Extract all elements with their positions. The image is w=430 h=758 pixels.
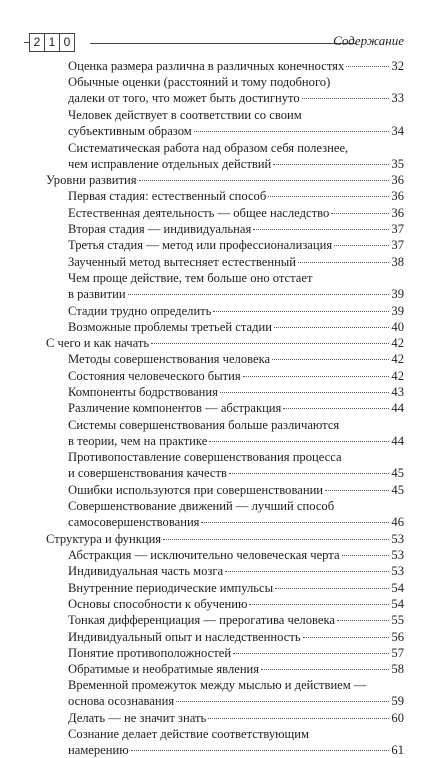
toc-leader-dots: [243, 376, 390, 377]
toc-entry-title: намерению: [68, 743, 129, 758]
toc-entry: [68, 710, 404, 726]
toc-chapter: [46, 172, 404, 188]
toc-entry-line: [68, 58, 404, 74]
toc-entry-line: [68, 449, 404, 465]
toc-entry-title: далеки от того, что может быть достигнуто: [68, 91, 300, 106]
toc-page-number: 32: [391, 59, 404, 73]
toc-leader-dots: [131, 750, 390, 751]
toc-entry: [68, 221, 404, 237]
toc-entry-title: Третья стадия — метод или профессионализация: [68, 238, 333, 253]
toc-entry: [68, 319, 404, 335]
toc-entry-title: Совершенствование движений — лучший способ: [68, 499, 335, 514]
toc-leader-dots: [325, 490, 389, 491]
toc-entry: [68, 58, 404, 74]
toc-entry: [68, 107, 404, 139]
toc-entry-title: Понятие противоположностей: [68, 645, 232, 660]
toc-entry-title: Абстракция — исключительно человеческая черта: [68, 548, 340, 562]
toc-entry-line: [68, 596, 404, 612]
toc-entry: [68, 596, 404, 612]
toc-leader-dots: [208, 718, 389, 719]
toc-entry-line: [68, 514, 404, 530]
toc-entry-title: Заученный метод вытесняет естественный: [68, 254, 297, 269]
toc-entry-title: Индивидуальная часть мозга: [68, 564, 224, 579]
toc-page-number: 43: [391, 385, 404, 399]
toc-page-number: 57: [391, 645, 404, 660]
toc-entry-title: субъективным образом: [68, 123, 192, 138]
toc-entry: [68, 400, 404, 416]
toc-entry-line: [68, 221, 404, 237]
toc-entry: [68, 645, 404, 661]
toc-entry-title: Индивидуальный опыт и наследственность: [68, 629, 301, 644]
toc-leader-dots: [274, 327, 389, 328]
toc-page-number: 42: [391, 336, 404, 351]
toc-leader-dots: [213, 311, 389, 312]
toc-page-number: 44: [391, 433, 404, 448]
toc-entry: [68, 384, 404, 400]
toc-page-number: 39: [391, 303, 404, 318]
toc-entry-line: [68, 693, 404, 709]
toc-leader-dots: [268, 196, 389, 197]
toc-entry-title: Оценка размера различна в различных конечностях: [68, 59, 345, 73]
toc-page-number: 34: [391, 123, 404, 138]
toc-entry-title: Естественная деятельность — общее наследство: [68, 205, 330, 220]
toc-chapter: [46, 531, 404, 547]
toc-leader-dots: [163, 539, 389, 540]
toc-entry-title: Методы совершенствования человека: [68, 352, 271, 367]
toc-page-number: 58: [391, 662, 404, 677]
toc-entry-line: [68, 107, 404, 123]
toc-entry-line: [68, 368, 404, 384]
toc-page-number: 37: [391, 222, 404, 236]
toc-entry: [68, 303, 404, 319]
toc-entry-line: [68, 74, 404, 90]
toc-entry: [68, 237, 404, 253]
toc-leader-dots: [342, 555, 390, 556]
toc-entry: [68, 417, 404, 449]
toc-entry-line: [46, 335, 404, 351]
toc-page-number: 61: [391, 743, 404, 758]
toc-page-number: 53: [391, 548, 404, 562]
toc-entry-title: Временной промежуток между мыслью и действием —: [68, 678, 367, 693]
toc-entry-line: [68, 319, 404, 335]
toc-entry-title: Внутренние периодические импульсы: [68, 580, 274, 595]
toc-leader-dots: [128, 294, 390, 295]
toc-entry-line: [68, 645, 404, 661]
toc-leader-dots: [194, 131, 390, 132]
toc-entry-title: Различение компонентов — абстракция: [68, 401, 282, 416]
toc-entry-title: Уровни развития: [46, 173, 137, 188]
toc-leader-dots: [337, 620, 389, 621]
toc-leader-dots: [233, 653, 389, 654]
toc-entry-line: [68, 742, 404, 758]
toc-entry-title: и совершенствования качеств: [68, 466, 227, 481]
toc-leader-dots: [298, 262, 389, 263]
toc-entry-line: [68, 123, 404, 139]
toc-entry: [68, 482, 404, 498]
toc-entry-line: [68, 612, 404, 628]
toc-page-number: 37: [391, 238, 404, 253]
toc-entry: [68, 580, 404, 596]
toc-leader-dots: [225, 571, 389, 572]
toc-page-number: 46: [391, 515, 404, 530]
toc-leader-dots: [346, 66, 389, 67]
toc-entry-line: [68, 661, 404, 677]
toc-entry-line: [68, 677, 404, 693]
toc-entry: [68, 547, 404, 563]
toc-leader-dots: [331, 213, 389, 214]
toc-entry-title: Системы совершенствования больше различаются: [68, 417, 340, 432]
toc-entry-line: [68, 90, 404, 106]
toc-page-number: 33: [391, 91, 404, 106]
header-rule: [90, 43, 356, 44]
toc-leader-dots: [249, 604, 389, 605]
toc-page-number: 39: [391, 286, 404, 301]
toc-entry-title: Обычные оценки (расстояний и тому подобного): [68, 75, 331, 90]
toc-entry: [68, 270, 404, 302]
toc-entry-line: [68, 710, 404, 726]
toc-entry-title: Основы способности к обучению: [68, 596, 248, 611]
toc-entry-line: [68, 498, 404, 514]
toc-entry: [68, 74, 404, 106]
toc-entry-title: Компоненты бодрствования: [68, 385, 218, 399]
toc-page-number: 38: [391, 254, 404, 269]
toc-entry: [68, 498, 404, 530]
toc-entry: [68, 629, 404, 645]
toc-page-number: 45: [391, 482, 404, 497]
toc-entry-title: в развитии: [68, 286, 126, 301]
toc-leader-dots: [334, 245, 389, 246]
toc-entry-title: основа осознавания: [68, 694, 175, 709]
toc-entry-title: Сознание делает действие соответствующим: [68, 727, 309, 742]
toc-leader-dots: [201, 522, 389, 523]
toc-entry-title: Чем проще действие, тем больше оно отстает: [68, 270, 313, 285]
toc-entry-title: Человек действует в соответствии со своим: [68, 107, 302, 122]
toc-entry-line: [68, 188, 404, 204]
toc-entry-line: [46, 531, 404, 547]
toc-page-number: 36: [391, 189, 404, 204]
toc-entry-line: [68, 286, 404, 302]
toc-entry-title: Обратимые и необратимые явления: [68, 662, 260, 677]
toc-entry: [68, 351, 404, 367]
toc-leader-dots: [229, 473, 390, 474]
toc-entry: [68, 140, 404, 172]
toc-entry-line: [46, 172, 404, 188]
toc-entry: [68, 368, 404, 384]
toc-entry: [68, 563, 404, 579]
toc-chapter: [46, 335, 404, 351]
toc-page-number: 56: [391, 629, 404, 644]
toc-entry: [68, 254, 404, 270]
toc-entry-line: [68, 563, 404, 579]
toc-entry-line: [68, 433, 404, 449]
toc-entry-title: Возможные проблемы третьей стадии: [68, 319, 272, 334]
toc-page-number: 40: [391, 319, 404, 334]
toc-entry-title: С чего и как начать: [46, 336, 150, 351]
toc-entry: [68, 661, 404, 677]
toc-page-number: 42: [391, 368, 404, 383]
toc-page-number: 60: [391, 711, 404, 725]
toc-page-number: 42: [391, 352, 404, 367]
toc-entry-title: Систематическая работа над образом себя полезнее,: [68, 140, 349, 155]
page-header: [0, 0, 430, 52]
toc-entry-line: [68, 482, 404, 498]
toc-leader-dots: [272, 359, 389, 360]
toc-entry-line: [68, 580, 404, 596]
toc-leader-dots: [261, 669, 389, 670]
toc-entry-line: [68, 237, 404, 253]
toc-entry-line: [68, 303, 404, 319]
toc-entry-title: Состояния человеческого бытия: [68, 368, 241, 383]
toc-leader-dots: [139, 180, 390, 181]
toc-page-number: 45: [391, 466, 404, 481]
toc-page-number: 53: [391, 564, 404, 579]
toc-entry: [68, 677, 404, 709]
toc-entry-line: [68, 547, 404, 563]
toc-entry-title: чем исправление отдельных действий: [68, 156, 272, 171]
toc-entry-line: [68, 254, 404, 270]
toc-leader-dots: [253, 229, 389, 230]
toc-entry-line: [68, 384, 404, 400]
toc-leader-dots: [176, 701, 389, 702]
toc-entry: [68, 449, 404, 481]
toc-page-number: 54: [391, 596, 404, 611]
toc-leader-dots: [151, 343, 389, 344]
toc-entry: [68, 205, 404, 221]
toc-leader-dots: [283, 408, 389, 409]
toc-entry-line: [68, 400, 404, 416]
toc-page-number: 35: [391, 156, 404, 171]
toc-entry-title: Стадии трудно определить: [68, 303, 212, 318]
toc-entry-line: [68, 465, 404, 481]
toc-page-number: 53: [391, 531, 404, 546]
toc-entry: [68, 726, 404, 758]
toc-entry-title: Ошибки используются при совершенствовании: [68, 482, 324, 497]
toc-page-number: 36: [391, 205, 404, 220]
toc-entry-title: в теории, чем на практике: [68, 433, 208, 448]
toc-leader-dots: [220, 392, 389, 393]
toc-page-number: 36: [391, 173, 404, 188]
toc-entry-title: самосовершенствования: [68, 515, 200, 530]
toc-entry-line: [68, 726, 404, 742]
toc-entry-title: Тонкая дифференциация — прерогатива человека: [68, 613, 335, 628]
toc-page-number: 55: [391, 613, 404, 628]
toc-entry-title: Первая стадия: естественный способ: [68, 189, 267, 204]
page-number-digit: 2: [29, 33, 44, 52]
toc-leader-dots: [303, 637, 390, 638]
toc-page-number: 44: [391, 401, 404, 416]
toc-entry-title: Вторая стадия — индивидуальная: [68, 222, 252, 236]
toc-entry-title: Противопоставление совершенствования процесса: [68, 450, 342, 465]
toc-entry: [68, 612, 404, 628]
toc-entry: [68, 188, 404, 204]
toc-entry-line: [68, 205, 404, 221]
page-number-digit: 0: [59, 33, 75, 52]
toc-leader-dots: [275, 588, 389, 589]
page-number: [24, 33, 75, 52]
toc-entry-line: [68, 156, 404, 172]
page-number-digit: 1: [44, 33, 59, 52]
toc-entry-line: [68, 417, 404, 433]
toc-entry-title: Структура и функция: [46, 531, 162, 546]
toc-entry-line: [68, 629, 404, 645]
toc-leader-dots: [302, 98, 390, 99]
toc-entry-line: [68, 351, 404, 367]
section-title: Содержание: [333, 33, 404, 48]
toc-page-number: 54: [391, 580, 404, 595]
toc-entry-title: Делать — не значит знать: [68, 711, 207, 725]
toc-leader-dots: [209, 441, 389, 442]
toc-entry-line: [68, 140, 404, 156]
toc-page-number: 59: [391, 694, 404, 709]
toc-entry-line: [68, 270, 404, 286]
toc-leader-dots: [273, 164, 389, 165]
